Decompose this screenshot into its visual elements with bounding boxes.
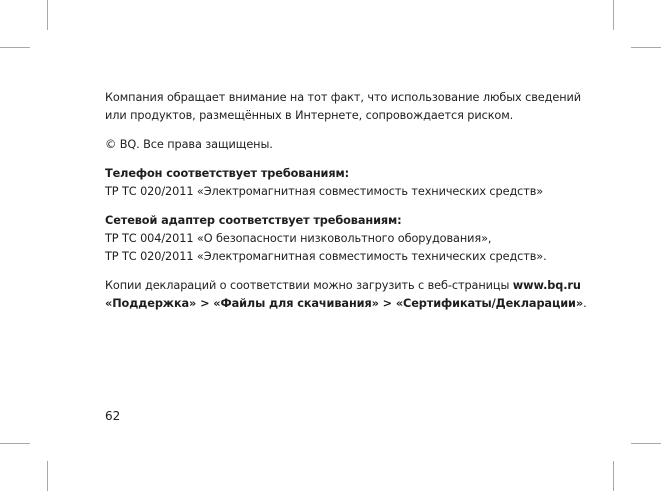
- website-link[interactable]: www.bq.ru: [512, 279, 581, 292]
- crop-mark-bottom-right-vertical: [613, 461, 614, 491]
- period: .: [583, 297, 587, 310]
- declarations-text: Копии деклараций о соответствии можно загрузить с веб-страницы: [105, 279, 513, 292]
- page-number: 62: [105, 409, 121, 423]
- risk-line-2: или продуктов, размещённых в Интернете, сопровождается риском.: [105, 109, 514, 122]
- crop-mark-bottom-right-horizontal: [631, 443, 661, 444]
- adapter-heading: Сетевой адаптер соответствует требованиям:: [105, 214, 402, 227]
- adapter-compliance: [105, 212, 605, 266]
- adapter-requirement-1: ТР ТС 004/2011 «О безопасности низковольтного оборудования»,: [105, 232, 492, 245]
- declarations-info: [105, 277, 605, 313]
- adapter-requirement-2: ТР ТС 020/2011 «Электромагнитная совместимость технических средств».: [105, 250, 547, 263]
- risk-line-1: Компания обращает внимание на тот факт, что использование любых сведений: [105, 91, 581, 104]
- phone-requirement: ТР ТС 020/2011 «Электромагнитная совместимость технических средств»: [105, 185, 544, 198]
- crop-mark-bottom-left-horizontal: [0, 443, 30, 444]
- download-path: «Поддержка» > «Файлы для скачивания» > «Сертификаты/Декларации»: [105, 297, 584, 310]
- crop-mark-top-left-vertical: [47, 0, 48, 30]
- crop-mark-bottom-left-vertical: [47, 461, 48, 491]
- crop-mark-top-right-vertical: [613, 0, 614, 30]
- copyright-text: © BQ. Все права защищены.: [105, 138, 273, 151]
- phone-compliance: [105, 165, 605, 201]
- page-content: [105, 89, 605, 324]
- phone-heading: Телефон соответствует требованиям:: [105, 167, 350, 180]
- crop-mark-top-left-horizontal: [0, 47, 30, 48]
- risk-notice: [105, 89, 605, 125]
- copyright: [105, 136, 605, 154]
- crop-mark-top-right-horizontal: [631, 47, 661, 48]
